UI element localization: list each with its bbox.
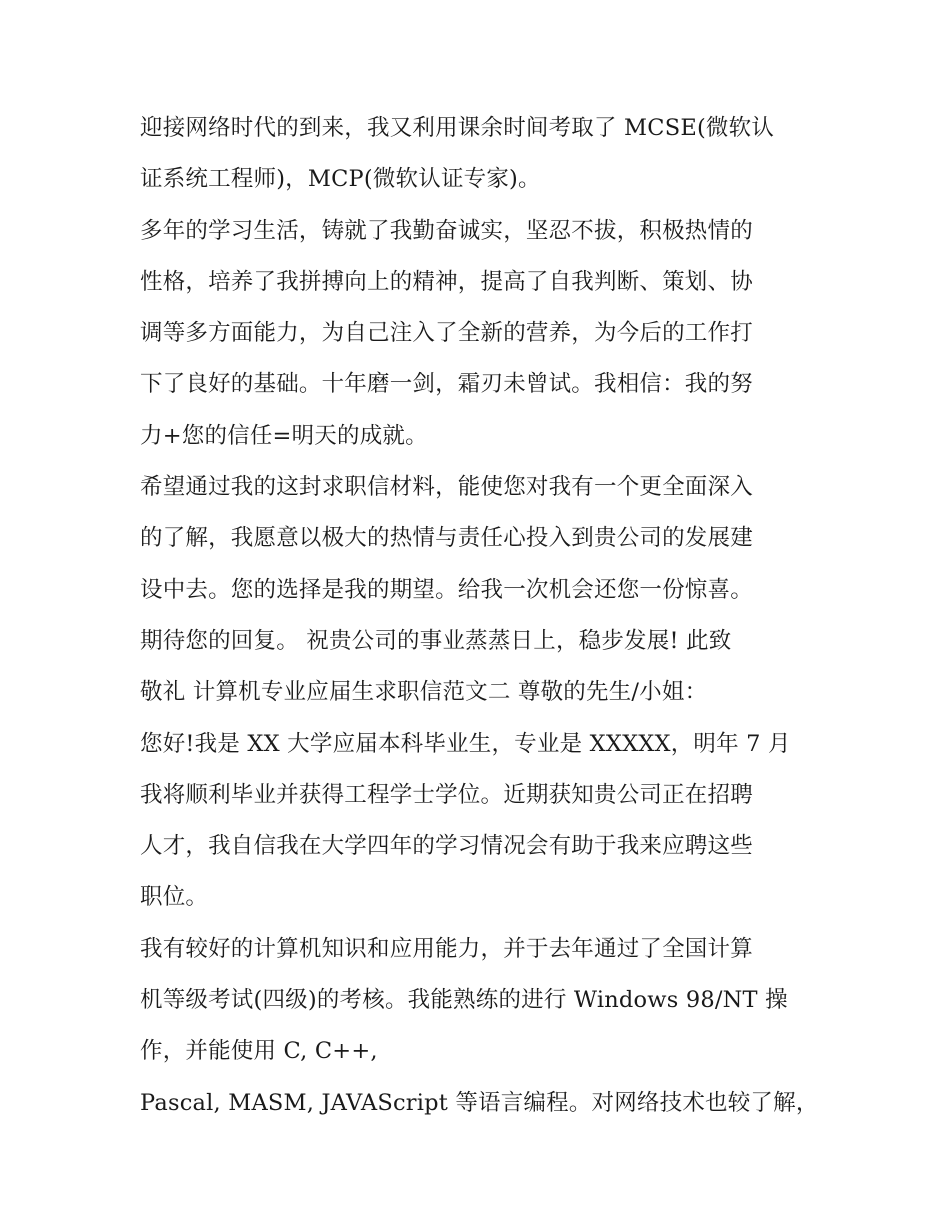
- text-line: 人才，我自信我在大学四年的学习情况会有助于我来应聘这些: [140, 833, 753, 860]
- text-line: 的了解，我愿意以极大的热情与责任心投入到贵公司的发展建: [140, 525, 753, 552]
- text-line: 作，并能使用 C, C++,: [140, 1038, 378, 1065]
- text-line: 迎接网络时代的到来，我又利用课余时间考取了 MCSE(微软认: [140, 115, 775, 141]
- text-line: 调等多方面能力，为自己注入了全新的营养，为今后的工作打: [140, 320, 753, 347]
- text-line: 证系统工程师)，MCP(微软认证专家)。: [140, 166, 541, 193]
- text-line: 机等级考试(四级)的考核。我能熟练的进行 Windows 98/NT 操: [140, 987, 788, 1014]
- text-line: 您好!我是 XX 大学应届本科毕业生，专业是 XXXXX，明年 7 月: [140, 730, 791, 757]
- text-line: 期待您的回复。 祝贵公司的事业蒸蒸日上，稳步发展! 此致: [140, 627, 732, 654]
- text-line: 敬礼 计算机专业应届生求职信范文二 尊敬的先生/小姐：: [140, 679, 708, 706]
- text-line: 设中去。您的选择是我的期望。给我一次机会还您一份惊喜。: [140, 576, 753, 603]
- text-line: 我有较好的计算机知识和应用能力，并于去年通过了全国计算: [140, 935, 753, 962]
- text-line: 力+您的信任=明天的成就。: [140, 422, 428, 449]
- text-line: 性格，培养了我拼搏向上的精神，提高了自我判断、策划、协: [140, 268, 753, 295]
- text-line: 我将顺利毕业并获得工程学士学位。近期获知贵公司正在招聘: [140, 781, 753, 808]
- text-line: 希望通过我的这封求职信材料，能使您对我有一个更全面深入: [140, 474, 753, 501]
- text-line: 职位。: [140, 884, 209, 911]
- text-line: 多年的学习生活，铸就了我勤奋诚实，坚忍不拔，积极热情的: [140, 217, 753, 244]
- text-line: Pascal, MASM, JAVAScript 等语言编程。对网络技术也较了解，: [140, 1089, 819, 1116]
- document-body: [140, 103, 830, 1129]
- text-line: 下了良好的基础。十年磨一剑，霜刃未曾试。我相信：我的努: [140, 371, 753, 398]
